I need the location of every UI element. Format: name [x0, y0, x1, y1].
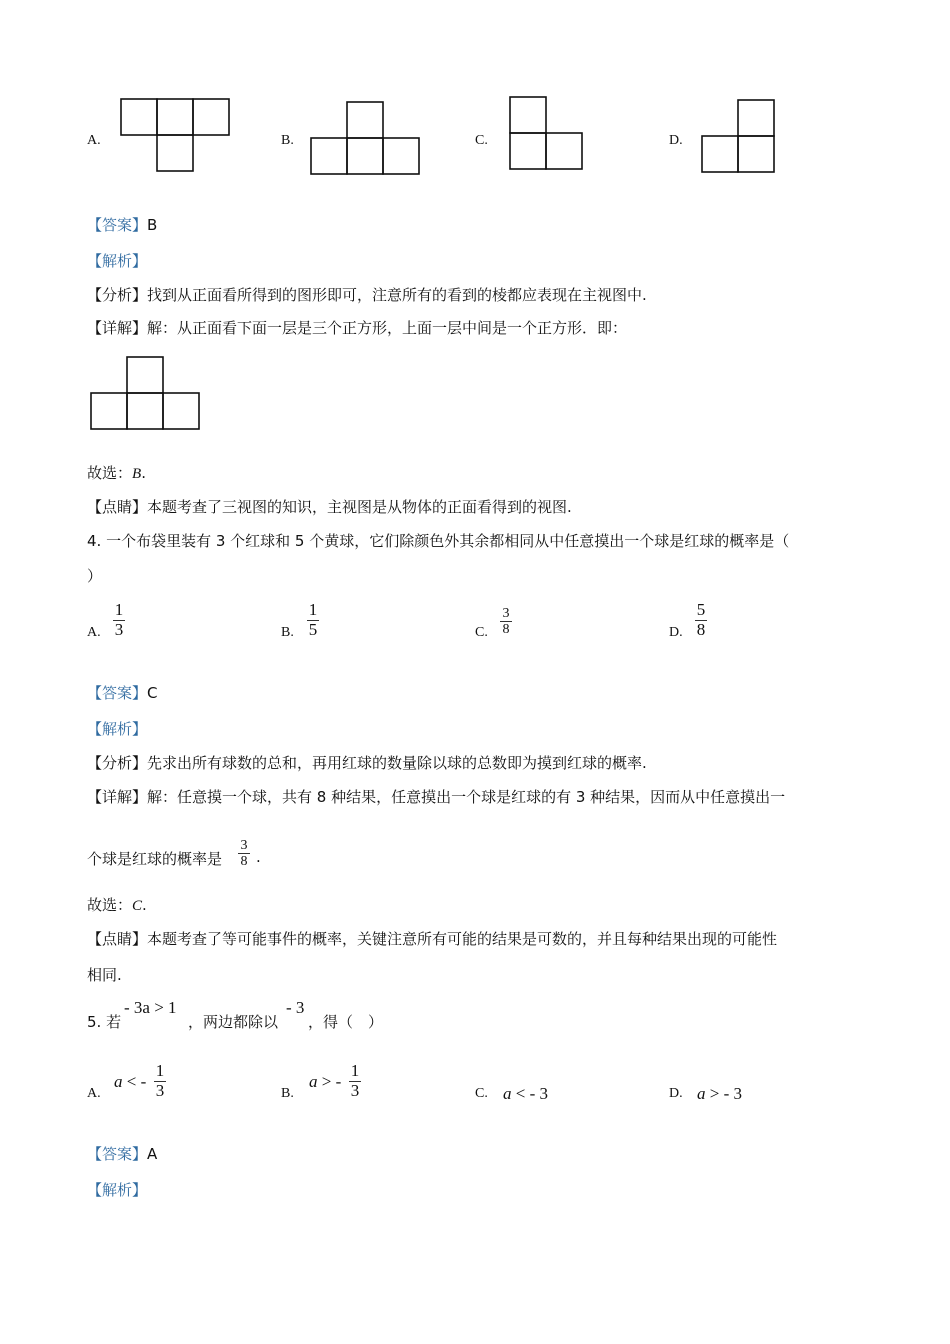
- numerator: 1: [350, 1061, 360, 1080]
- detail-text: 解：从正面看下面一层是三个正方形，上面一层中间是一个正方形．即：: [147, 319, 628, 337]
- q5-option-c-label: C.: [475, 1086, 488, 1101]
- q3-option-d-figure: [701, 99, 777, 175]
- relation: < -: [126, 1072, 147, 1091]
- q4-detail-line2: 个球是红球的概率是: [87, 850, 223, 868]
- fenxi-tag: 【分析】: [87, 286, 148, 304]
- q3-comment-line: [87, 496, 572, 517]
- numerator: 5: [696, 600, 706, 619]
- q5-stem-mid: ，两边都除以: [188, 1013, 279, 1031]
- q3-option-a-label: A.: [87, 133, 101, 148]
- q5-stem-suffix: ，得（ ）: [308, 1013, 384, 1031]
- q3-fenxi-line: [87, 284, 647, 305]
- comment-text: 本题考查了等可能事件的概率，关键注意所有可能的结果是可数的，并且每种结果出现的可能性: [147, 930, 778, 948]
- choose-prefix: 故选：: [87, 896, 133, 914]
- detail-text: 解：任意摸一个球，共有 8 种结果，任意摸出一个球是红球的有 3 种结果，因而从中任意摸出一: [147, 788, 786, 806]
- q3-option-d-label: D.: [669, 133, 683, 148]
- relation: > -: [321, 1072, 342, 1091]
- q5-option-c-expr: [503, 1084, 548, 1104]
- q4-fenxi-line: [87, 752, 647, 773]
- q5-option-a-expr: [114, 1072, 146, 1092]
- q3-option-c-figure: [509, 96, 585, 172]
- answer-tag: 【答案】: [87, 216, 148, 234]
- q5-stem-prefix: 5. 若: [87, 1013, 122, 1031]
- answer-value: C: [147, 684, 158, 702]
- q4-option-c-fraction: [500, 606, 512, 638]
- q4-comment-line2: 相同.: [87, 966, 122, 984]
- denominator: 8: [696, 619, 706, 639]
- denominator: 3: [155, 1080, 165, 1100]
- q4-analysis-tag: 【解析】: [87, 720, 148, 738]
- detail-tag: 【详解】: [87, 788, 148, 806]
- q5-option-a-label: A.: [87, 1086, 101, 1101]
- q3-analysis-tag: 【解析】: [87, 252, 148, 270]
- q5-option-d-expr: [697, 1084, 742, 1104]
- comment-tag: 【点睛】: [87, 498, 148, 516]
- choose-suffix: .: [141, 464, 146, 482]
- fenxi-text: 找到从正面看所得到的图形即可，注意所有的看到的棱都应表现在主视图中.: [147, 286, 647, 304]
- denominator: 8: [240, 854, 248, 870]
- choose-value: C: [132, 898, 143, 914]
- denominator: 5: [308, 619, 318, 639]
- denominator: 3: [350, 1080, 360, 1100]
- answer-value: A: [147, 1145, 158, 1163]
- numerator: 3: [502, 606, 510, 621]
- choose-suffix: .: [142, 896, 147, 914]
- answer-tag: 【答案】: [87, 684, 148, 702]
- q4-option-a-label: A.: [87, 625, 101, 640]
- q3-detail-line: [87, 317, 627, 338]
- detail-tag: 【详解】: [87, 319, 148, 337]
- q4-choose-line: [87, 894, 147, 915]
- q5-option-b-label: B.: [281, 1086, 294, 1101]
- q4-option-b-fraction: [307, 601, 319, 639]
- q3-option-b-label: B.: [281, 133, 294, 148]
- q5-option-b-expr: [309, 1072, 341, 1092]
- variable: a: [309, 1072, 318, 1091]
- q5-option-d-label: D.: [669, 1086, 683, 1101]
- q4-option-d-label: D.: [669, 625, 683, 640]
- q3-option-a-figure: [120, 98, 232, 174]
- numerator: 1: [114, 600, 124, 619]
- q5-answer-line: [87, 1143, 157, 1164]
- q5-option-b-fraction: [349, 1062, 361, 1100]
- q3-answer-line: [87, 214, 157, 235]
- fenxi-text: 先求出所有球数的总和，再用红球的数量除以球的总数即为摸到红球的概率.: [147, 754, 647, 772]
- q5-stem-inequality: - 3a > 1: [124, 998, 177, 1017]
- variable: a: [114, 1072, 123, 1091]
- comment-text: 本题考查了三视图的知识，主视图是从物体的正面看得到的视图.: [147, 498, 572, 516]
- q4-stem-line2: ）: [87, 567, 103, 585]
- denominator: 8: [502, 622, 510, 638]
- comment-tag: 【点睛】: [87, 930, 148, 948]
- answer-value: B: [147, 216, 158, 234]
- numerator: 1: [308, 600, 318, 619]
- q3-solution-figure: [90, 356, 202, 432]
- numerator: 1: [155, 1061, 165, 1080]
- expression: > - 3: [709, 1084, 742, 1103]
- choose-value: B: [132, 466, 142, 482]
- q3-choose-line: [87, 462, 146, 483]
- q4-detail-end: .: [256, 848, 261, 866]
- q4-stem-line1: 4. 一个布袋里装有 3 个红球和 5 个黄球，它们除颜色外其余都相同从中任意摸出一个球是红球的概率是（: [87, 532, 790, 550]
- q4-option-b-label: B.: [281, 625, 294, 640]
- expression: < - 3: [515, 1084, 548, 1103]
- q4-detail-fraction: [238, 838, 250, 870]
- variable: a: [697, 1084, 706, 1103]
- fenxi-tag: 【分析】: [87, 754, 148, 772]
- q4-option-c-label: C.: [475, 625, 488, 640]
- q4-comment-line: [87, 928, 777, 949]
- q4-option-d-fraction: [695, 601, 707, 639]
- q3-option-b-figure: [310, 101, 422, 177]
- q4-detail-line: [87, 786, 785, 807]
- answer-tag: 【答案】: [87, 1145, 148, 1163]
- q5-analysis-tag: 【解析】: [87, 1181, 148, 1199]
- q4-option-a-fraction: [113, 601, 125, 639]
- q5-option-a-fraction: [154, 1062, 166, 1100]
- q5-stem-divisor: - 3: [286, 998, 305, 1017]
- choose-prefix: 故选：: [87, 464, 133, 482]
- q3-option-c-label: C.: [475, 133, 488, 148]
- numerator: 3: [240, 838, 248, 853]
- denominator: 3: [114, 619, 124, 639]
- variable: a: [503, 1084, 512, 1103]
- q4-answer-line: [87, 682, 158, 703]
